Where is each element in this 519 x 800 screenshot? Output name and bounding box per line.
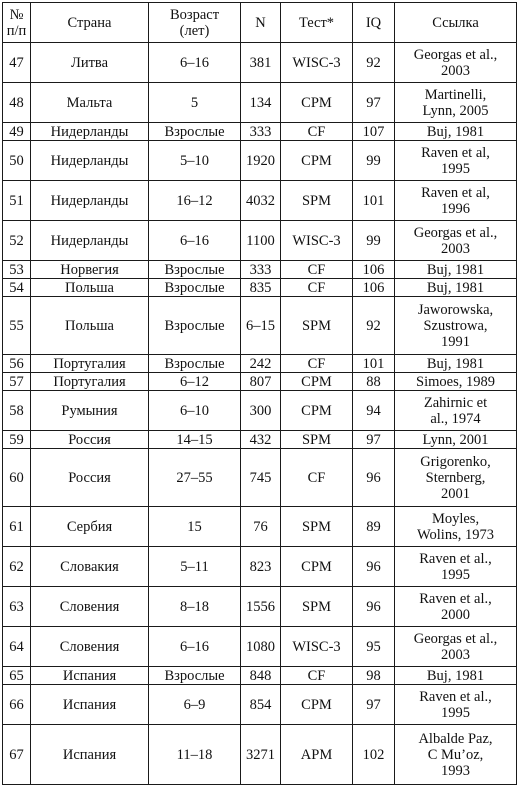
cell-n: 381 (241, 43, 281, 83)
cell-age: Взрослые (149, 123, 241, 141)
header-n: N (241, 3, 281, 43)
cell-iq: 96 (353, 449, 395, 507)
cell-reference: Albalde Paz, C Mu’oz, 1993 (395, 725, 517, 785)
cell-n: 1100 (241, 221, 281, 261)
cell-test: CPM (281, 373, 353, 391)
cell-iq: 94 (353, 391, 395, 431)
cell-number: 62 (3, 547, 31, 587)
cell-reference: Buj, 1981 (395, 123, 517, 141)
cell-test: CF (281, 261, 353, 279)
cell-country: Нидерланды (31, 123, 149, 141)
table-row (3, 297, 517, 355)
table-row (3, 123, 517, 141)
cell-country: Словения (31, 587, 149, 627)
cell-reference: Grigorenko, Sternberg, 2001 (395, 449, 517, 507)
cell-iq: 89 (353, 507, 395, 547)
table-row (3, 391, 517, 431)
cell-n: 300 (241, 391, 281, 431)
cell-country: Румыния (31, 391, 149, 431)
cell-iq: 106 (353, 261, 395, 279)
cell-iq: 97 (353, 83, 395, 123)
header-reference: Ссылка (395, 3, 517, 43)
cell-reference: Raven et al, 1996 (395, 181, 517, 221)
cell-number: 51 (3, 181, 31, 221)
cell-number: 60 (3, 449, 31, 507)
cell-country: Нидерланды (31, 221, 149, 261)
cell-iq: 97 (353, 685, 395, 725)
cell-reference: Buj, 1981 (395, 667, 517, 685)
cell-iq: 102 (353, 725, 395, 785)
table-row (3, 725, 517, 785)
cell-age: 8–18 (149, 587, 241, 627)
header-country: Страна (31, 3, 149, 43)
table-row (3, 373, 517, 391)
cell-country: Россия (31, 431, 149, 449)
cell-country: Сербия (31, 507, 149, 547)
cell-test: WISC-3 (281, 627, 353, 667)
cell-age: 6–9 (149, 685, 241, 725)
cell-test: APM (281, 725, 353, 785)
cell-age: 27–55 (149, 449, 241, 507)
table-row (3, 221, 517, 261)
table-row (3, 667, 517, 685)
cell-iq: 99 (353, 221, 395, 261)
cell-number: 50 (3, 141, 31, 181)
cell-test: CPM (281, 141, 353, 181)
cell-age: Взрослые (149, 261, 241, 279)
table-row (3, 507, 517, 547)
cell-country: Мальта (31, 83, 149, 123)
cell-reference: Raven et al., 1995 (395, 685, 517, 725)
cell-test: CPM (281, 83, 353, 123)
cell-country: Нидерланды (31, 181, 149, 221)
cell-country: Польша (31, 279, 149, 297)
cell-number: 56 (3, 355, 31, 373)
cell-country: Польша (31, 297, 149, 355)
cell-reference: Martinelli, Lynn, 2005 (395, 83, 517, 123)
cell-n: 848 (241, 667, 281, 685)
cell-number: 57 (3, 373, 31, 391)
cell-test: SPM (281, 587, 353, 627)
cell-number: 61 (3, 507, 31, 547)
cell-age: Взрослые (149, 297, 241, 355)
cell-n: 823 (241, 547, 281, 587)
cell-age: Взрослые (149, 279, 241, 297)
cell-test: CF (281, 449, 353, 507)
cell-iq: 99 (353, 141, 395, 181)
cell-number: 53 (3, 261, 31, 279)
cell-n: 1080 (241, 627, 281, 667)
cell-age: 6–12 (149, 373, 241, 391)
cell-reference: Raven et al, 1995 (395, 141, 517, 181)
header-row (3, 3, 517, 43)
cell-n: 3271 (241, 725, 281, 785)
cell-iq: 98 (353, 667, 395, 685)
table-body (3, 43, 517, 785)
table-row (3, 627, 517, 667)
cell-reference: Buj, 1981 (395, 355, 517, 373)
cell-age: Взрослые (149, 355, 241, 373)
cell-age: Взрослые (149, 667, 241, 685)
table-row (3, 83, 517, 123)
cell-number: 47 (3, 43, 31, 83)
cell-age: 15 (149, 507, 241, 547)
cell-reference: Georgas et al., 2003 (395, 627, 517, 667)
cell-reference: Buj, 1981 (395, 279, 517, 297)
cell-age: 5 (149, 83, 241, 123)
cell-number: 58 (3, 391, 31, 431)
cell-number: 48 (3, 83, 31, 123)
cell-country: Португалия (31, 355, 149, 373)
table-row (3, 261, 517, 279)
header-number: № п/п (3, 3, 31, 43)
cell-reference: Raven et al., 2000 (395, 587, 517, 627)
table-row (3, 449, 517, 507)
cell-country: Португалия (31, 373, 149, 391)
table-row (3, 43, 517, 83)
cell-reference: Buj, 1981 (395, 261, 517, 279)
cell-reference: Lynn, 2001 (395, 431, 517, 449)
cell-reference: Zahirnic et al., 1974 (395, 391, 517, 431)
cell-test: CPM (281, 685, 353, 725)
cell-iq: 92 (353, 43, 395, 83)
cell-country: Испания (31, 685, 149, 725)
cell-age: 6–16 (149, 43, 241, 83)
cell-test: CF (281, 123, 353, 141)
cell-iq: 101 (353, 355, 395, 373)
cell-age: 6–16 (149, 627, 241, 667)
cell-number: 49 (3, 123, 31, 141)
cell-country: Литва (31, 43, 149, 83)
cell-n: 134 (241, 83, 281, 123)
cell-age: 14–15 (149, 431, 241, 449)
cell-n: 242 (241, 355, 281, 373)
cell-reference: Raven et al., 1995 (395, 547, 517, 587)
cell-n: 4032 (241, 181, 281, 221)
cell-n: 807 (241, 373, 281, 391)
cell-number: 55 (3, 297, 31, 355)
cell-n: 854 (241, 685, 281, 725)
cell-age: 5–11 (149, 547, 241, 587)
cell-country: Россия (31, 449, 149, 507)
cell-reference: Jaworowska, Szustrowa, 1991 (395, 297, 517, 355)
cell-test: CF (281, 355, 353, 373)
cell-number: 63 (3, 587, 31, 627)
table-row (3, 279, 517, 297)
table-row (3, 355, 517, 373)
cell-iq: 95 (353, 627, 395, 667)
cell-n: 835 (241, 279, 281, 297)
cell-country: Испания (31, 667, 149, 685)
cell-reference: Simoes, 1989 (395, 373, 517, 391)
cell-number: 67 (3, 725, 31, 785)
cell-iq: 92 (353, 297, 395, 355)
cell-n: 1556 (241, 587, 281, 627)
cell-test: SPM (281, 297, 353, 355)
cell-n: 333 (241, 261, 281, 279)
cell-iq: 106 (353, 279, 395, 297)
table-row (3, 141, 517, 181)
cell-test: CF (281, 667, 353, 685)
cell-number: 59 (3, 431, 31, 449)
header-iq: IQ (353, 3, 395, 43)
cell-n: 432 (241, 431, 281, 449)
cell-test: CF (281, 279, 353, 297)
cell-test: SPM (281, 431, 353, 449)
cell-number: 64 (3, 627, 31, 667)
cell-n: 76 (241, 507, 281, 547)
table-row (3, 685, 517, 725)
cell-test: WISC-3 (281, 221, 353, 261)
cell-n: 1920 (241, 141, 281, 181)
cell-country: Словакия (31, 547, 149, 587)
cell-iq: 96 (353, 547, 395, 587)
cell-iq: 97 (353, 431, 395, 449)
cell-test: CPM (281, 547, 353, 587)
cell-n: 745 (241, 449, 281, 507)
cell-country: Словения (31, 627, 149, 667)
cell-age: 6–10 (149, 391, 241, 431)
cell-test: SPM (281, 507, 353, 547)
cell-iq: 88 (353, 373, 395, 391)
cell-age: 16–12 (149, 181, 241, 221)
header-test: Тест* (281, 3, 353, 43)
cell-reference: Georgas et al., 2003 (395, 43, 517, 83)
cell-country: Норвегия (31, 261, 149, 279)
table-row (3, 181, 517, 221)
cell-country: Нидерланды (31, 141, 149, 181)
cell-n: 6–15 (241, 297, 281, 355)
cell-age: 5–10 (149, 141, 241, 181)
cell-number: 65 (3, 667, 31, 685)
iq-data-table (2, 2, 517, 785)
cell-age: 6–16 (149, 221, 241, 261)
cell-iq: 101 (353, 181, 395, 221)
cell-test: CPM (281, 391, 353, 431)
header-age: Возраст (лет) (149, 3, 241, 43)
cell-reference: Moyles, Wolins, 1973 (395, 507, 517, 547)
cell-iq: 96 (353, 587, 395, 627)
cell-number: 54 (3, 279, 31, 297)
cell-test: SPM (281, 181, 353, 221)
cell-number: 52 (3, 221, 31, 261)
cell-reference: Georgas et al., 2003 (395, 221, 517, 261)
cell-n: 333 (241, 123, 281, 141)
cell-iq: 107 (353, 123, 395, 141)
cell-number: 66 (3, 685, 31, 725)
table-row (3, 547, 517, 587)
cell-age: 11–18 (149, 725, 241, 785)
table-row (3, 587, 517, 627)
cell-test: WISC-3 (281, 43, 353, 83)
cell-country: Испания (31, 725, 149, 785)
table-row (3, 431, 517, 449)
